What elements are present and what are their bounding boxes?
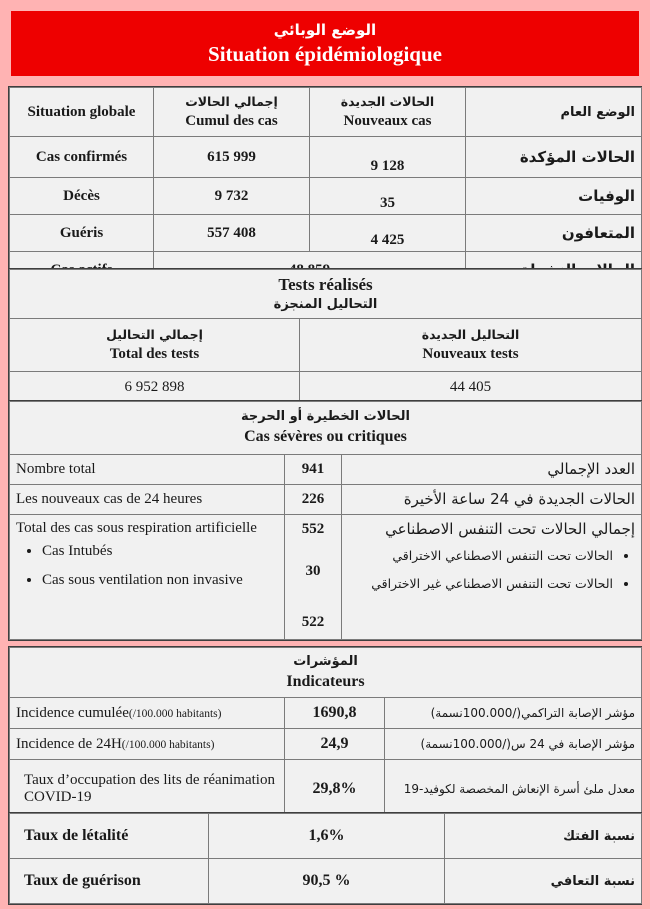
list-item: • Cas sous ventilation non invasive [42, 571, 278, 590]
indicators-label-24h [10, 729, 285, 760]
rates-row-fatality [10, 814, 642, 859]
severe-title-row [10, 402, 642, 455]
banner-title-arabic: الوضع الوبائي [273, 20, 377, 39]
indicators-row-cumulative [10, 698, 642, 729]
severe-respiration-values [285, 515, 342, 640]
rates-value-fatality: 1,6% [209, 814, 445, 859]
tests-new-value: 44 405 [300, 372, 642, 403]
banner-title-french: Situation épidémiologique [208, 41, 442, 66]
severe-cases-table [8, 400, 642, 641]
indicators-row-24h [10, 729, 642, 760]
row-label-deaths: Décès [10, 178, 154, 215]
indicators-title-arabic: المؤشرات [293, 653, 358, 669]
severe-row-new24h [10, 485, 642, 515]
severe-respiration-labels [10, 515, 285, 640]
severe-respiration-sublist [16, 542, 278, 590]
indicators-title-cell [10, 648, 642, 698]
indicators-label-cumulative [10, 698, 285, 729]
tests-header-total-french: Total des tests [109, 346, 200, 362]
indicators-label-cumulative-sub: (/100.000 habitants) [128, 707, 222, 720]
rates-table [8, 812, 642, 905]
list-item: • الحالات تحت التنفس الاصطناعي غير الاختراقي [348, 574, 613, 594]
severe-title-arabic: الحالات الخطيرة أو الحرجة [241, 409, 410, 424]
severe-value-total: 941 [285, 455, 342, 485]
rates-value-recovery: 90,5 % [209, 859, 445, 904]
report-banner [11, 11, 639, 76]
tests-title-arabic: التحاليل المنجزة [273, 297, 378, 312]
severe-label-new24h: Les nouveaux cas de 24 heures [10, 485, 285, 515]
list-item: • الحالات تحت التنفس الاصطناعي الاختراقي [348, 546, 613, 566]
row-label-recovered: Guéris [10, 215, 154, 252]
indicators-value-icu-occupancy: 29,8% [285, 760, 385, 819]
severe-title-cell [10, 402, 642, 455]
header-nouveaux-french: Nouveaux cas [343, 113, 432, 129]
tests-value-row [10, 372, 642, 403]
tests-header-new-french: Nouveaux tests [422, 346, 519, 362]
rates-label-fatality-arabic: نسبة الفتك [445, 814, 642, 859]
indicators-label-24h-main: Incidence de 24H [16, 735, 122, 752]
severe-title-french: Cas sévères ou critiques [244, 428, 407, 445]
indicators-table [8, 646, 642, 820]
global-situation-table [8, 86, 642, 290]
row-label-deaths-arabic: الوفيات [466, 178, 642, 215]
severe-row-respiration [10, 515, 642, 640]
severe-label-respiration-arabic: إجمالي الحالات تحت التنفس الاصطناعي [385, 520, 636, 538]
header-cumul [154, 88, 310, 137]
row-cumul-confirmed: 615 999 [154, 137, 310, 178]
tests-header-row [10, 319, 642, 372]
tests-title-french: Tests réalisés [278, 275, 373, 294]
indicators-value-24h: 24,9 [285, 729, 385, 760]
table-header-row [10, 88, 642, 137]
tests-header-new [300, 319, 642, 372]
tests-total-value: 6 952 898 [10, 372, 300, 403]
indicators-label-cumulative-arabic: مؤشر الإصابة التراكمي(/100.000نسمة) [385, 698, 642, 729]
tests-title-row [10, 270, 642, 319]
tests-header-total-arabic: إجمالي التحاليل [106, 327, 203, 342]
header-cumul-arabic: إجمالي الحالات [185, 94, 278, 109]
tests-table [8, 268, 642, 404]
row-label-recovered-arabic: المتعافون [466, 215, 642, 252]
header-nouveaux-arabic: الحالات الجديدة [340, 94, 435, 109]
indicators-value-cumulative: 1690,8 [285, 698, 385, 729]
rates-label-fatality: Taux de létalité [10, 814, 209, 859]
rates-row-recovery [10, 859, 642, 904]
table-row-deaths [10, 178, 642, 215]
tests-header-new-arabic: التحاليل الجديدة [421, 327, 520, 342]
severe-value-new24h: 226 [285, 485, 342, 515]
tests-header-total [10, 319, 300, 372]
row-nouveaux-confirmed: 9 128 [310, 137, 466, 178]
row-cumul-deaths: 9 732 [154, 178, 310, 215]
header-situation-globale [10, 88, 154, 137]
severe-respiration-sublist-arabic [348, 546, 635, 594]
header-situation-globale-label: Situation globale [27, 104, 136, 120]
rates-label-recovery-arabic: نسبة التعافي [445, 859, 642, 904]
indicators-label-icu-occupancy: Taux d’occupation des lits de réanimation COVID-19 [10, 760, 285, 819]
severe-label-respiration: Total des cas sous respiration artificielle [16, 520, 257, 536]
row-nouveaux-deaths: 35 [310, 178, 466, 215]
rates-label-recovery: Taux de guérison [10, 859, 209, 904]
indicators-label-24h-arabic: مؤشر الإصابة في 24 س(/100.000نسمة) [385, 729, 642, 760]
severe-value-respiration: 552 [301, 521, 325, 537]
row-cumul-recovered: 557 408 [154, 215, 310, 252]
tests-title-cell [10, 270, 642, 319]
table-row-recovered [10, 215, 642, 252]
header-cumul-french: Cumul des cas [185, 113, 278, 129]
row-label-confirmed: Cas confirmés [10, 137, 154, 178]
severe-value-noninvasive: 522 [301, 614, 325, 630]
indicators-title-row [10, 648, 642, 698]
severe-row-total [10, 455, 642, 485]
indicators-label-cumulative-main: Incidence cumulée [16, 704, 129, 721]
severe-respiration-labels-arabic [342, 515, 642, 640]
severe-label-total-arabic: العدد الإجمالي [342, 455, 642, 485]
indicators-label-24h-sub: (/100.000 habitants) [121, 738, 215, 751]
header-situation-generale-arabic: الوضع العام [466, 88, 642, 137]
table-row-confirmed [10, 137, 642, 178]
list-item: • Cas Intubés [42, 542, 278, 561]
row-label-confirmed-arabic: الحالات المؤكدة [466, 137, 642, 178]
severe-label-total: Nombre total [10, 455, 285, 485]
row-nouveaux-recovered: 4 425 [310, 215, 466, 252]
severe-label-new24h-arabic: الحالات الجديدة في 24 ساعة الأخيرة [342, 485, 642, 515]
header-nouveaux [310, 88, 466, 137]
severe-value-intubated: 30 [305, 563, 321, 579]
indicators-label-icu-occupancy-arabic: معدل ملئ أسرة الإنعاش المخصصة لكوفيد-19 [385, 760, 642, 819]
indicators-row-icu-occupancy [10, 760, 642, 819]
indicators-title-french: Indicateurs [286, 672, 365, 690]
